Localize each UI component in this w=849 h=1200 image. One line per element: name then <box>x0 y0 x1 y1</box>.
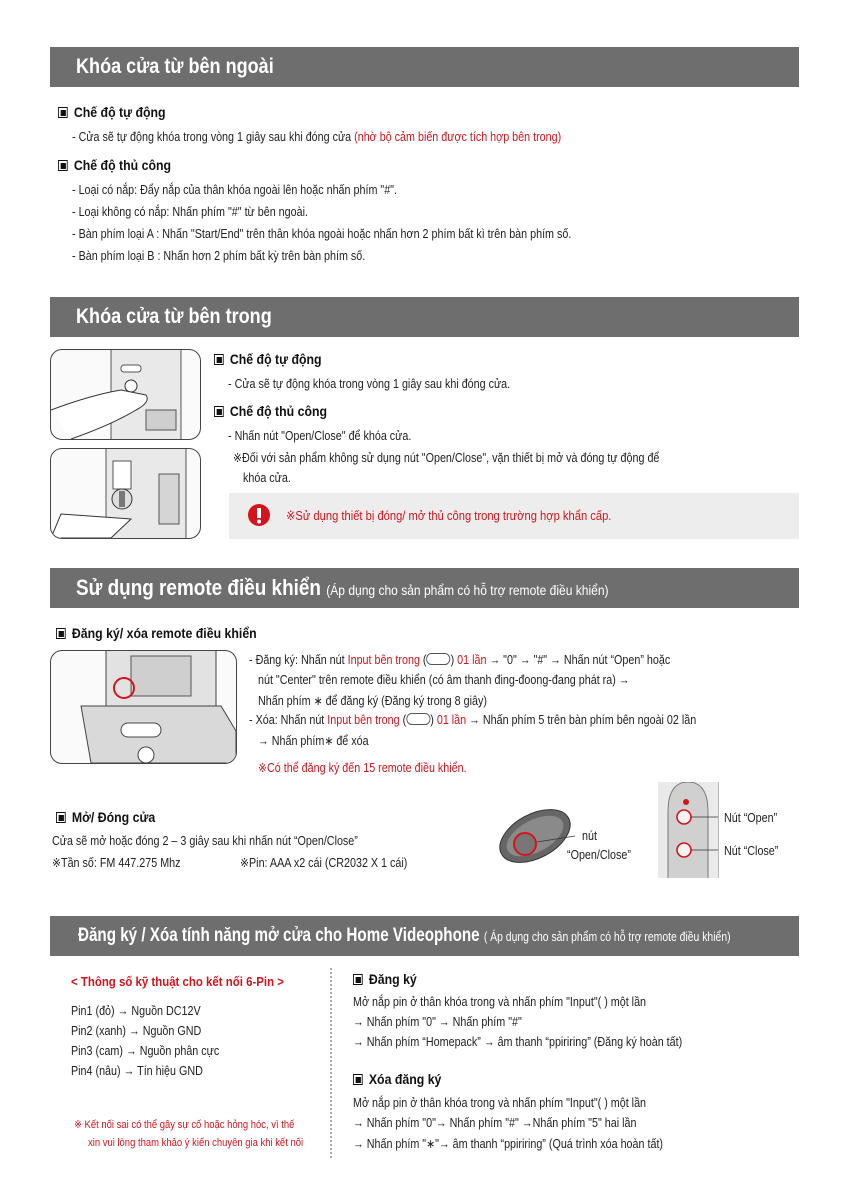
section-title: Đăng ký / Xóa tính năng mở cửa cho Home Videophone <box>78 925 480 946</box>
square-bullet-icon <box>58 160 68 171</box>
remote-body-illustration <box>658 782 718 878</box>
inside-auto-text: - Cửa sẽ tự động khóa trong vòng 1 giây sau khi đóng cửa. <box>228 377 511 391</box>
videophone-delete-line: → Nhấn phím "∗"→ âm thanh “ppiriring” (Quá trình xóa hoàn tất) <box>353 1137 664 1151</box>
manual-line: - Loại có nắp: Đẩy nắp của thân khóa ngoài lên hoặc nhấn phím "#". <box>72 183 397 197</box>
remote-fob-illustration <box>495 798 575 873</box>
remote-buttons-image <box>658 782 719 878</box>
videophone-delete-line: Mở nắp pin ở thân khóa trong và nhấn phím "Input"( ) một lần <box>353 1096 647 1110</box>
input-key-icon <box>406 713 430 725</box>
auto-mode-heading: Chế độ tự động <box>58 104 166 120</box>
square-bullet-icon <box>58 107 68 118</box>
videophone-delete-line: → Nhấn phím "0"→ Nhấn phím "#" →Nhấn phím "5" hai lần <box>353 1116 637 1130</box>
remote-register-heading: Đăng ký/ xóa remote điều khiển <box>56 625 257 641</box>
emergency-warning-box <box>229 493 799 539</box>
square-bullet-icon <box>353 1074 363 1085</box>
manual-line: - Bàn phím loại B : Nhấn hơn 2 phím bất kỳ trên bàn phím số. <box>72 249 366 263</box>
sensor-note: (nhờ bộ cảm biến được tích hợp bên trong) <box>354 130 562 144</box>
delete-line: - Xóa: Nhấn nút Input bên trong ( ) 01 lần → Nhấn phím 5 trên bàn phím bên ngoài 02 lần <box>249 713 697 727</box>
close-button-label: Nút “Close” <box>724 844 779 858</box>
inside-auto-heading: Chế độ tự động <box>214 351 322 367</box>
input-button-illustration <box>51 651 236 763</box>
inside-manual-heading: Chế độ thủ công <box>214 403 327 419</box>
max-remote-note: ※Có thể đăng ký đến 15 remote điều khiển. <box>258 761 467 775</box>
caution-line: xin vui lòng tham khảo ý kiến chuyên gia khi kết nối <box>88 1137 304 1149</box>
door-lock-button-illustration <box>51 350 200 439</box>
square-bullet-icon <box>56 628 66 639</box>
inside-lock-thumbturn-image <box>50 448 201 539</box>
section-note: ( Áp dụng cho sản phẩm có hỗ trợ remote điều khiển) <box>483 929 731 944</box>
column-divider <box>330 968 332 1158</box>
fob-label: “Open/Close” <box>567 848 631 862</box>
register-line: Nhấn phím ∗ để đăng ký (Đăng ký trong 8 giây) <box>258 694 487 708</box>
thumbturn-illustration <box>51 449 200 538</box>
battery-text: ※Pin: AAA x2 cái (CR2032 X 1 cái) <box>240 856 408 870</box>
manual-mode-heading: Chế độ thủ công <box>58 157 171 173</box>
section-header-inside-lock <box>50 297 799 337</box>
inside-manual-line: - Nhấn nút "Open/Close" để khóa cửa. <box>228 429 412 443</box>
pin-spec-heading: < Thông số kỹ thuật cho kết nối 6-Pin > <box>71 974 284 989</box>
pin-line: Pin2 (xanh) → Nguồn GND <box>71 1024 202 1038</box>
section-title: Sử dụng remote điều khiển <box>76 575 321 600</box>
inside-lock-press-image <box>50 349 201 440</box>
auto-mode-text: - Cửa sẽ tự động khóa trong vòng 1 giây sau khi đóng cửa (nhờ bộ cảm biến được tích hợp bên trong) <box>72 130 562 144</box>
manual-line: - Loại không có nắp: Nhấn phím "#" từ bên ngoài. <box>72 205 308 219</box>
section-header-videophone <box>50 916 799 956</box>
warning-text: ※Sử dụng thiết bị đóng/ mở thủ công trong trường hợp khẩn cấp. <box>286 508 612 523</box>
section-note: (Áp dụng cho sản phẩm có hỗ trợ remote điều khiển) <box>326 582 609 598</box>
section-title: Khóa cửa từ bên ngoài <box>76 55 274 78</box>
register-line: nút "Center" trên remote điều khiển (có âm thanh đing-đoong-đang phát ra) → <box>258 673 630 687</box>
register-line: - Đăng ký: Nhấn nút Input bên trong ( ) 01 lần → "0" → "#" → Nhấn nút “Open” hoặc <box>249 653 671 667</box>
exclamation-icon <box>247 503 271 527</box>
open-close-heading: Mở/ Đóng cửa <box>56 809 155 825</box>
inside-manual-line: ※Đối với sản phẩm không sử dụng nút "Open/Close", vặn thiết bị mở và đóng tự động để <box>233 451 660 465</box>
section-header-remote <box>50 568 799 608</box>
section-header-outside-lock <box>50 47 799 87</box>
square-bullet-icon <box>214 354 224 365</box>
fob-label: nút <box>582 829 597 843</box>
inside-manual-line: khóa cửa. <box>243 471 291 485</box>
videophone-register-line: → Nhấn phím "0" → Nhấn phím "#" <box>353 1015 522 1029</box>
square-bullet-icon <box>353 974 363 985</box>
caution-line: ※ Kết nối sai có thể gây sự cố hoặc hỏng hóc, vì thế <box>74 1119 295 1131</box>
videophone-register-line: → Nhấn phím “Homepack” → âm thanh “ppiriring” (Đăng ký hoàn tất) <box>353 1035 683 1049</box>
open-button-label: Nút “Open” <box>724 811 778 825</box>
square-bullet-icon <box>214 406 224 417</box>
remote-input-button-image <box>50 650 237 764</box>
delete-line: → Nhấn phím∗ để xóa <box>258 734 369 748</box>
manual-line: - Bàn phím loại A : Nhấn "Start/End" trên thân khóa ngoài hoặc nhấn hơn 2 phím bất kì trên bàn phím số. <box>72 227 572 241</box>
square-bullet-icon <box>56 812 66 823</box>
open-close-text: Cửa sẽ mở hoặc đóng 2 – 3 giây sau khi nhấn nút “Open/Close” <box>52 834 358 848</box>
frequency-text: ※Tần số: FM 447.275 Mhz <box>52 856 181 870</box>
videophone-register-heading: Đăng ký <box>353 971 417 987</box>
pin-line: Pin1 (đỏ) → Nguồn DC12V <box>71 1004 201 1018</box>
videophone-register-line: Mở nắp pin ở thân khóa trong và nhấn phím "Input"( ) một lần <box>353 995 647 1009</box>
input-key-icon <box>427 653 451 665</box>
videophone-delete-heading: Xóa đăng ký <box>353 1071 441 1087</box>
pin-line: Pin3 (cam) → Nguồn phân cực <box>71 1044 220 1058</box>
section-title: Khóa cửa từ bên trong <box>76 305 272 328</box>
pin-line: Pin4 (nâu) → Tín hiệu GND <box>71 1064 203 1078</box>
